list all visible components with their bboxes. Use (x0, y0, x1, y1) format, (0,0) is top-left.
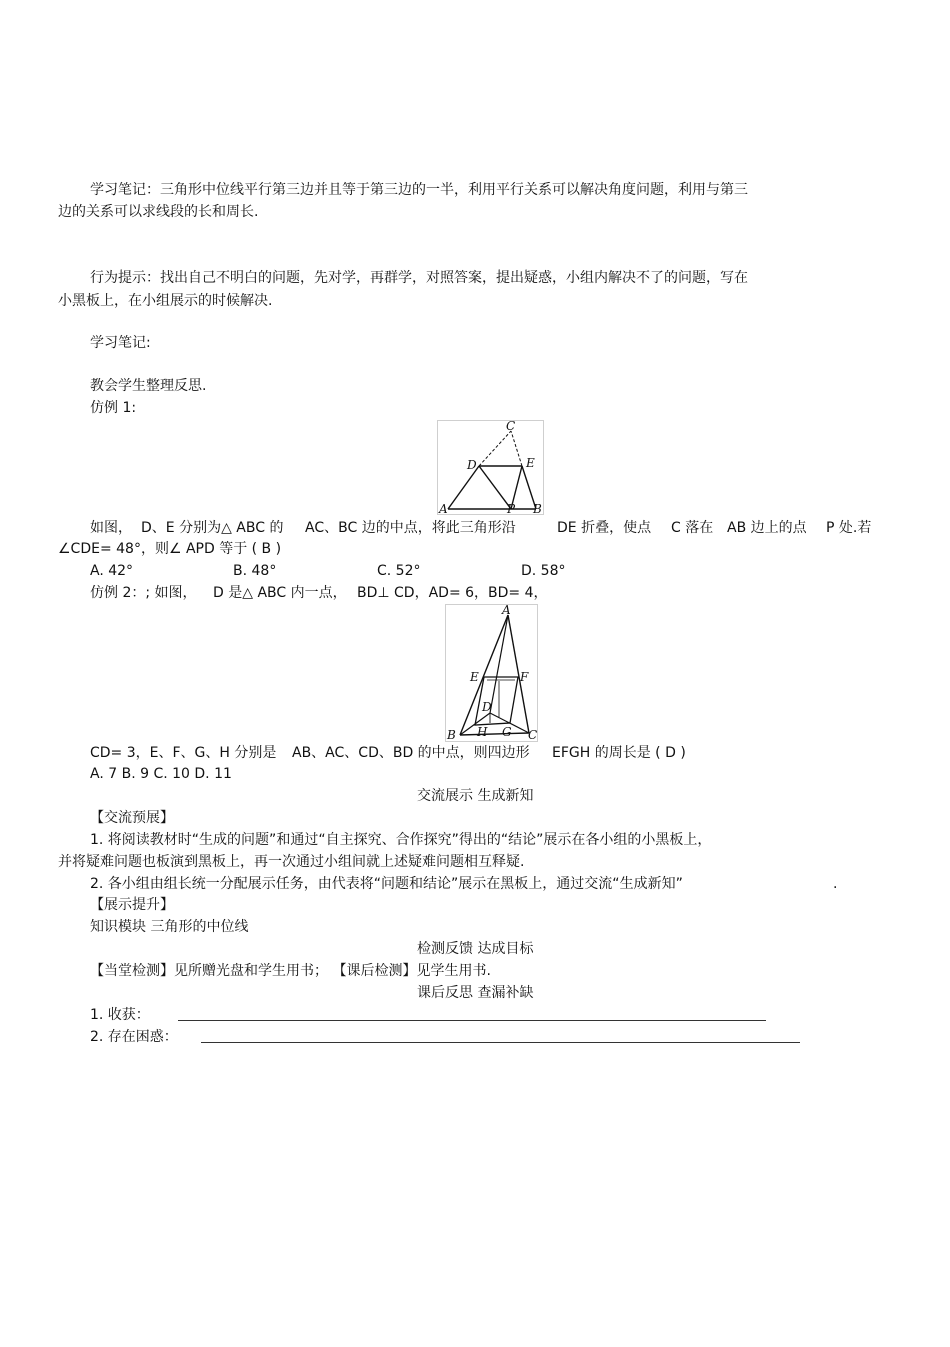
knowledge-module: 知识模块 三角形的中位线 (90, 919, 249, 935)
show-improve-heading: 【展示提升】 (90, 897, 174, 913)
fig2-label-g: G (502, 725, 512, 739)
feedback-section-title: 检测反馈 达成目标 (417, 941, 534, 957)
example-1-question-part-6: AB 边上的点 (727, 520, 807, 536)
study-note-line-1: 学习笔记：三角形中位线平行第三边并且等于第三边的一半，利用平行关系可以解决角度问题，利用与第三 (90, 182, 748, 198)
exchange-point-2: 2. 各小组由组长统一分配展示任务，由代表将“问题和结论”展示在黑板上，通过交流“生成新知” (90, 876, 683, 892)
example-1-option-d: D. 58° (521, 563, 566, 579)
example-2-line-2-part-2: AB、AC、CD、BD 的中点，则四边形 (292, 745, 530, 761)
example-2-figure (445, 604, 538, 742)
fig2-label-a: A (502, 604, 511, 617)
reflect-gain-label: 1. 收获： (90, 1007, 150, 1023)
reflect-confusion-blank[interactable] (201, 1042, 800, 1043)
fig1-label-b: B (533, 502, 542, 515)
fig1-label-d: D (467, 458, 477, 472)
example-1-option-b: B. 48° (233, 563, 277, 579)
reflect-section-title: 课后反思 查漏补缺 (417, 985, 534, 1001)
example-1-question-part-3: AC、BC 边的中点，将此三角形沿 (305, 520, 516, 536)
example-1-question-part-4: DE 折叠，使点 (557, 520, 652, 536)
example-2-line-1-part-3: BD⊥ CD，AD= 6，BD= 4， (357, 585, 548, 601)
behavior-hint-line-2: 小黑板上，在小组展示的时候解决. (58, 293, 273, 309)
reflect-gain-blank[interactable] (178, 1020, 766, 1021)
fig2-label-h: H (477, 725, 488, 739)
exchange-point-1-line-1: 1. 将阅读教材时“生成的问题”和通过“自主探究、合作探究”得出的“结论”展示在各小组的小黑板上， (90, 832, 712, 848)
example-2-line-2-part-3: EFGH 的周长是 ( D ) (552, 745, 686, 761)
teach-reflect-text: 教会学生整理反思. (90, 378, 207, 394)
fig1-label-a: A (439, 502, 448, 515)
fig1-label-p: P (507, 502, 516, 515)
reflect-confusion-label: 2. 存在困惑： (90, 1029, 178, 1045)
example-2-line-2-part-1: CD= 3，E、F、G、H 分别是 (90, 745, 277, 761)
example-1-question-part-7: P 处.若 (826, 520, 872, 536)
feedback-line: 【当堂检测】见所赠光盘和学生用书； 【课后检测】见学生用书. (90, 963, 491, 979)
study-note-label: 学习笔记: (90, 335, 151, 351)
example-1-figure (437, 420, 544, 515)
example-1-question-part-5: C 落在 (671, 520, 714, 536)
example-1-question-part-1: 如图， (90, 520, 132, 536)
example-2-line-1-part-2: D 是△ ABC 内一点， (213, 585, 347, 601)
example-1-question-part-2: D、E 分别为△ ABC 的 (141, 520, 284, 536)
behavior-hint-line-1: 行为提示：找出自己不明白的问题，先对学，再群学，对照答案，提出疑惑，小组内解决不了的问题，写在 (90, 270, 748, 286)
fig1-label-e: E (526, 456, 535, 470)
fig1-label-c: C (506, 420, 516, 433)
fig2-label-c: C (528, 728, 538, 742)
exchange-point-1-line-2: 并将疑难问题也板演到黑板上，再一次通过小组间就上述疑难问题相互释疑. (58, 854, 525, 870)
exchange-preview-heading: 【交流预展】 (90, 810, 174, 826)
exchange-section-title: 交流展示 生成新知 (417, 788, 534, 804)
example-1-label: 仿例 1: (90, 400, 137, 416)
fig2-label-b: B (447, 728, 456, 742)
example-2-options: A. 7 B. 9 C. 10 D. 11 (90, 766, 232, 782)
fig2-label-f: F (520, 670, 529, 684)
exchange-point-2-end: . (833, 876, 838, 892)
example-2-line-1-part-1: 仿例 2：; 如图， (90, 585, 197, 601)
fig2-label-d: D (482, 700, 492, 714)
example-1-option-c: C. 52° (377, 563, 421, 579)
fig2-label-e: E (470, 670, 479, 684)
example-1-question-line-2: ∠CDE= 48°，则∠ APD 等于 ( B ) (58, 541, 282, 557)
example-1-option-a: A. 42° (90, 563, 134, 579)
study-note-line-2: 边的关系可以求线段的长和周长. (58, 204, 259, 220)
